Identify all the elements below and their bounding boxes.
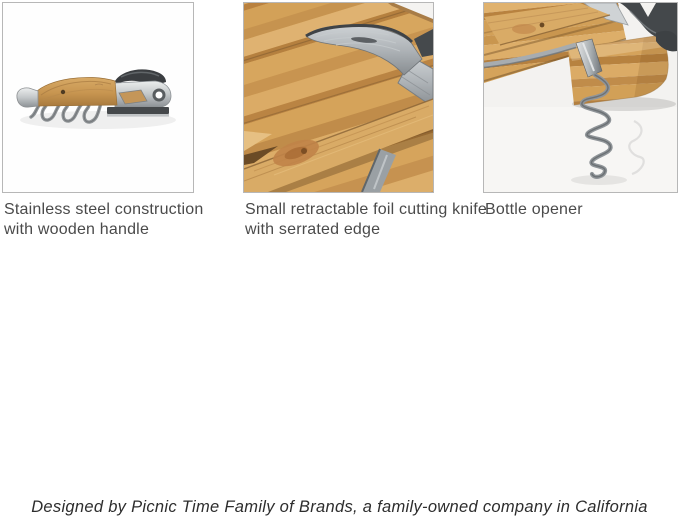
figure-stainless-construction	[2, 2, 203, 240]
caption-3	[483, 200, 678, 220]
foil-knife-photo	[244, 3, 433, 192]
caption-1-line-2: with wooden handle	[4, 221, 150, 238]
caption-1-line-1: Stainless steel construction	[4, 201, 204, 218]
caption-2-line-2: with serrated edge	[245, 221, 381, 238]
image-frame-3	[483, 2, 678, 193]
caption-1	[2, 200, 203, 240]
designer-footer-note: Designed by Picnic Time Family of Brands, a family-owned company in California	[31, 498, 648, 516]
corkscrew-product-photo	[3, 3, 193, 192]
caption-2	[243, 200, 487, 240]
corkscrew-spiral-photo	[484, 3, 677, 192]
image-frame-1	[2, 2, 194, 193]
figure-foil-knife	[243, 2, 487, 240]
caption-2-line-1: Small retractable foil cutting knife	[245, 201, 487, 218]
caption-3-line-1: Bottle opener	[485, 201, 583, 218]
figure-bottle-opener	[483, 2, 678, 220]
image-frame-2	[243, 2, 434, 193]
